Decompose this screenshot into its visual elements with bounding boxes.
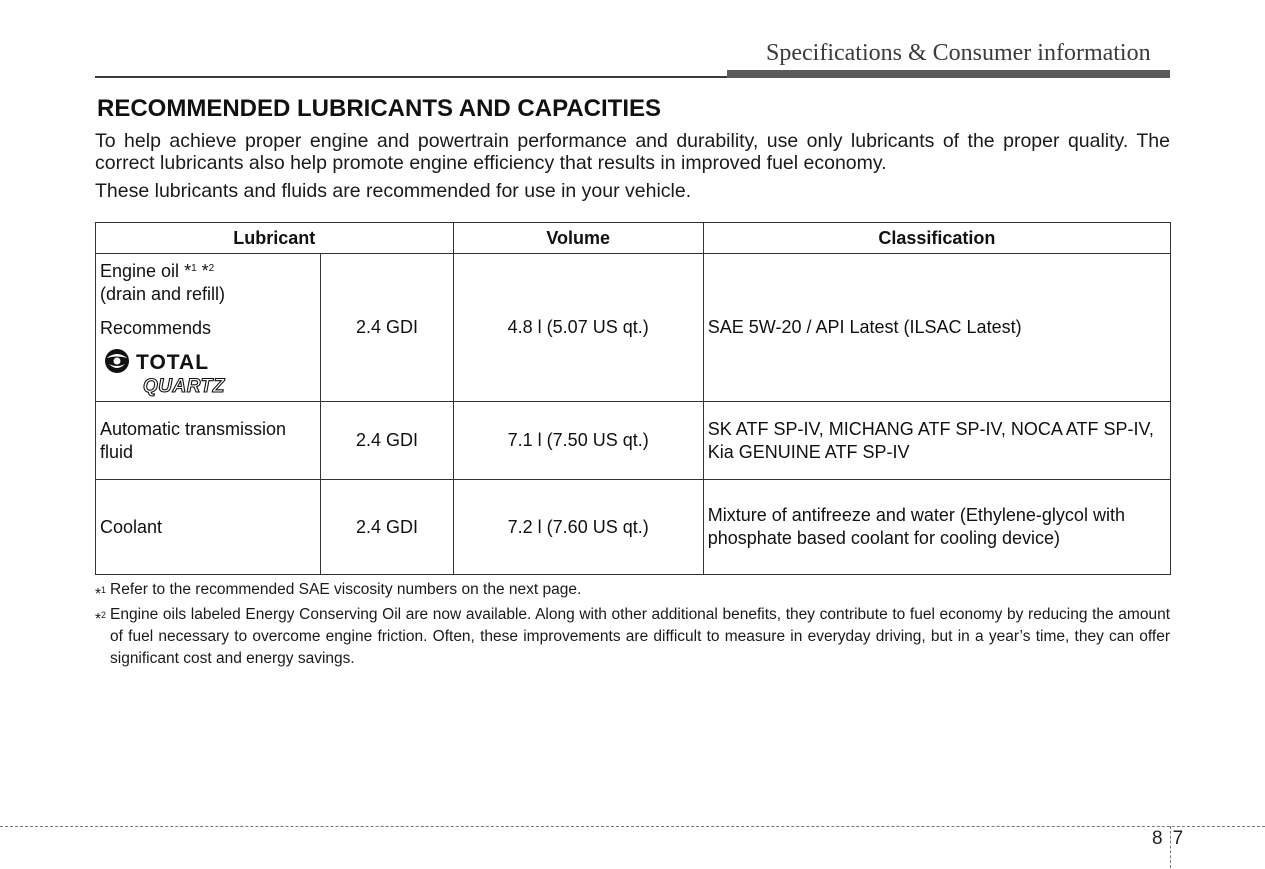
svg-text:TOTAL: TOTAL: [136, 351, 210, 374]
footnote-2: [95, 604, 1170, 670]
lubricant-cell: Coolant: [96, 480, 321, 575]
header-rule: [95, 76, 729, 78]
footnote-mark: *$^1$: [95, 585, 107, 604]
table-header-row: [96, 223, 1171, 254]
volume-cell: 7.1 l (7.50 US qt.): [453, 402, 703, 480]
intro-text: [95, 130, 1170, 202]
table-row: [96, 402, 1171, 480]
intro-paragraph-1: To help achieve proper engine and powertrain performance and durability, use only lubricants of the proper quality. The correct lubricants also help promote engine efficiency that results in improved fuel economy.: [95, 130, 1170, 174]
total-quartz-logo: [103, 346, 243, 398]
intro-paragraph-2: These lubricants and fluids are recommended for use in your vehicle.: [95, 180, 692, 202]
footnote-ref-2: 2: [208, 263, 215, 274]
recommends-label: Recommends: [100, 318, 212, 338]
lubricant-note: (drain and refill): [100, 284, 226, 304]
page-title: RECOMMENDED LUBRICANTS AND CAPACITIES: [97, 95, 661, 122]
section-header: Specifications & Consumer information: [766, 40, 1151, 66]
lubricants-table: [95, 222, 1171, 575]
page-number: [1152, 828, 1183, 850]
footnote-text: Refer to the recommended SAE viscosity numbers on the next page.: [110, 581, 582, 598]
footnote-ref-1: 1: [191, 263, 197, 274]
lubricant-name-text: Engine oil: [100, 261, 180, 281]
table-row: [96, 254, 1171, 402]
engine-cell: 2.4 GDI: [321, 402, 453, 480]
engine-cell: 2.4 GDI: [321, 254, 453, 402]
page-number-value: 7: [1172, 828, 1184, 849]
footnote-mark: *$^2$: [95, 610, 107, 629]
lubricant-cell: [96, 254, 321, 402]
header-rule-accent: [727, 70, 1170, 78]
footnote-1: [95, 579, 1170, 604]
column-header-classification: Classification: [703, 223, 1170, 254]
footnotes: [95, 579, 1170, 670]
footnote-text: Engine oils labeled Energy Conserving Oil are now available. Along with other additional benefits, they contribute to fuel economy by reducing the amount of fuel necessary to overcome engine friction. Often, these improvements are difficult to measure in everyday driving, but in a year’s time, they can offer significant cost and energy savings.: [110, 606, 1170, 667]
column-header-volume: Volume: [453, 223, 703, 254]
volume-cell: 7.2 l (7.60 US qt.): [453, 480, 703, 575]
volume-cell: 4.8 l (5.07 US qt.): [453, 254, 703, 402]
classification-cell: SK ATF SP-IV, MICHANG ATF SP-IV, NOCA ATF SP-IV, Kia GENUINE ATF SP-IV: [703, 402, 1170, 480]
engine-cell: 2.4 GDI: [321, 480, 453, 575]
classification-cell: SAE 5W-20 / API Latest (ILSAC Latest): [703, 254, 1170, 402]
column-header-lubricant: Lubricant: [96, 223, 454, 254]
lubricant-name: Engine oil *$^1$ *$^2$: [100, 261, 215, 281]
chapter-number: 8: [1152, 828, 1163, 849]
classification-cell: Mixture of antifreeze and water (Ethylene-glycol with phosphate based coolant for cooling device): [703, 480, 1170, 575]
footer-rule: [0, 826, 1265, 827]
lubricant-cell: Automatic transmission fluid: [96, 402, 321, 480]
svg-text:QUARTZ: QUARTZ: [143, 376, 225, 397]
table-row: [96, 480, 1171, 575]
